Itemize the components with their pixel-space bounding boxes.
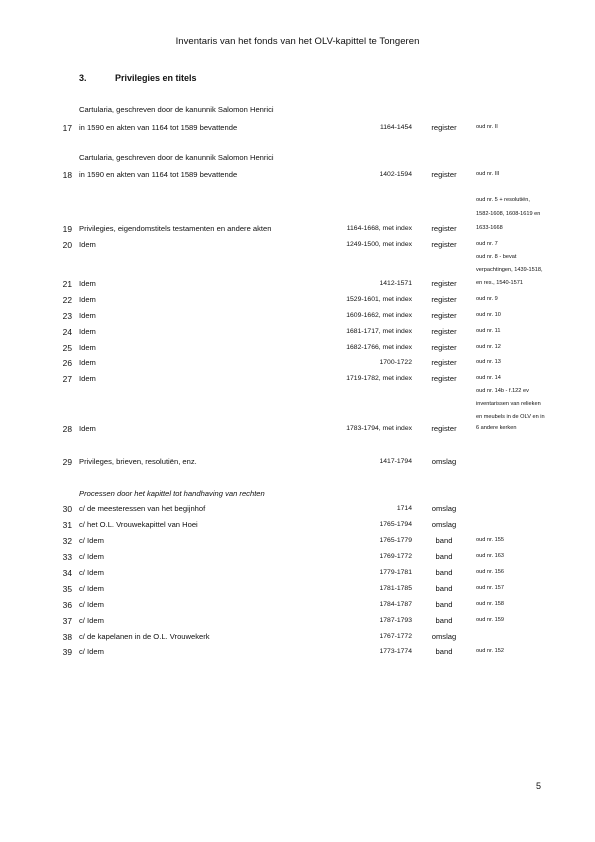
description: Processen door het kapittel tot handhaving van rechten: [79, 489, 265, 498]
table-row: [0, 278, 595, 290]
table-row: [0, 209, 595, 221]
description: Idem: [79, 240, 96, 249]
period: 1164-1454: [380, 124, 412, 131]
inventory-number: 19: [62, 224, 72, 234]
inventory-number: 33: [62, 552, 72, 562]
note: oud nr. 9: [476, 296, 498, 302]
note: oud nr. II: [476, 124, 498, 130]
inventory-number: 18: [62, 170, 72, 180]
format: register: [431, 240, 457, 249]
format: omslag: [431, 504, 457, 513]
table-row: [0, 169, 595, 181]
note: oud nr. 7: [476, 241, 498, 247]
note: inventarissen van relieken: [476, 401, 541, 407]
description: c/ het O.L. Vrouwekapittel van Hoei: [79, 520, 198, 529]
description: in 1590 en akten van 1164 tot 1589 bevattende: [79, 170, 238, 179]
section-title: Privilegies en titels: [115, 73, 197, 83]
description: Idem: [79, 374, 96, 383]
inventory-number: 21: [62, 279, 72, 289]
note: oud nr. 152: [476, 648, 504, 654]
table-row: [0, 252, 595, 264]
period: 1765-1794: [379, 521, 412, 528]
note: 1633-1668: [476, 225, 503, 231]
inventory-number: 38: [62, 632, 72, 642]
table-row: [0, 195, 595, 207]
table-row: [0, 519, 595, 531]
note: oud nr. 156: [476, 569, 504, 575]
format: omslag: [431, 457, 457, 466]
section-number: 3.: [79, 73, 87, 83]
table-row: [0, 310, 595, 322]
inventory-number: 37: [62, 616, 72, 626]
format: band: [435, 552, 453, 561]
description: Idem: [79, 343, 96, 352]
inventory-number: 34: [62, 568, 72, 578]
format: register: [431, 311, 457, 320]
format: band: [435, 647, 453, 656]
table-row: [0, 399, 595, 411]
table-row: [0, 223, 595, 235]
description: Privileges, brieven, resolutiën, enz.: [79, 457, 197, 466]
note: oud nr. III: [476, 171, 500, 177]
period: 1765-1779: [379, 537, 412, 544]
inventory-number: 39: [62, 647, 72, 657]
description: Idem: [79, 295, 96, 304]
format: band: [435, 584, 453, 593]
period: 1402-1594: [379, 171, 412, 178]
description: c/ Idem: [79, 568, 104, 577]
period: 1682-1766, met index: [346, 344, 412, 351]
format: register: [431, 170, 457, 179]
format: omslag: [431, 632, 457, 641]
format: register: [431, 279, 457, 288]
period: 1781-1785: [379, 585, 412, 592]
note: oud nr. 12: [476, 344, 501, 350]
table-row: [0, 583, 595, 595]
page-header: Inventaris van het fonds van het OLV-kapittel te Tongeren: [175, 36, 420, 47]
inventory-number: 20: [62, 240, 72, 250]
description: c/ Idem: [79, 616, 104, 625]
inventory-number: 31: [62, 520, 72, 530]
period: 1719-1782, met index: [346, 375, 412, 382]
format: register: [431, 295, 457, 304]
table-row: [0, 646, 595, 658]
inventory-number: 17: [62, 123, 72, 133]
table-row: [0, 456, 595, 468]
inventory-number: 24: [62, 327, 72, 337]
period: 1767-1772: [379, 633, 412, 640]
period: 1700-1722: [379, 359, 412, 366]
description: c/ Idem: [79, 647, 104, 656]
note: oud nr. 5 + resolutiën,: [476, 197, 530, 203]
table-row: [0, 567, 595, 579]
table-row: [0, 294, 595, 306]
format: band: [435, 616, 453, 625]
period: 1609-1662, met index: [346, 312, 412, 319]
format: band: [435, 536, 453, 545]
note: verpachtingen, 1439-1518,: [476, 267, 543, 273]
description: Cartularia, geschreven door de kanunnik Salomon Henrici: [79, 105, 274, 114]
inventory-number: 23: [62, 311, 72, 321]
table-row: [0, 631, 595, 643]
format: register: [431, 374, 457, 383]
description: Cartularia, geschreven door de kanunnik Salomon Henrici: [79, 153, 274, 162]
table-row: [0, 122, 595, 134]
inventory-number: 28: [62, 424, 72, 434]
description: c/ Idem: [79, 584, 104, 593]
description: Idem: [79, 327, 96, 336]
note: oud nr. 13: [476, 359, 501, 365]
inventory-number: 29: [62, 457, 72, 467]
table-row: [0, 423, 595, 435]
note: oud nr. 10: [476, 312, 501, 318]
table-row: [0, 386, 595, 398]
note: en res., 1540-1571: [476, 280, 523, 286]
note: oud nr. 155: [476, 537, 504, 543]
description: c/ Idem: [79, 552, 104, 561]
period: 1412-1571: [379, 280, 412, 287]
inventory-number: 35: [62, 584, 72, 594]
period: 1779-1781: [379, 569, 412, 576]
note: oud nr. 158: [476, 601, 504, 607]
period: 1164-1668, met index: [346, 225, 412, 232]
format: register: [431, 327, 457, 336]
description: Idem: [79, 424, 96, 433]
table-row: [0, 239, 595, 251]
note: oud nr. 163: [476, 553, 504, 559]
period: 1787-1793: [379, 617, 412, 624]
description: c/ Idem: [79, 536, 104, 545]
format: band: [435, 600, 453, 609]
note: 1582-1608, 1608-1619 en: [476, 211, 541, 217]
table-row: [0, 265, 595, 277]
description: Idem: [79, 279, 96, 288]
format: register: [431, 424, 457, 433]
table-row: [0, 615, 595, 627]
table-row: [0, 551, 595, 563]
period: 1417-1794: [379, 458, 412, 465]
inventory-number: 36: [62, 600, 72, 610]
period: 1681-1717, met index: [346, 328, 412, 335]
table-row: [0, 342, 595, 354]
format: register: [431, 123, 457, 132]
note: oud nr. 11: [476, 328, 501, 334]
inventory-number: 26: [62, 358, 72, 368]
period: 1714: [396, 505, 412, 512]
table-row: [0, 152, 595, 164]
inventory-number: 27: [62, 374, 72, 384]
inventory-number: 30: [62, 504, 72, 514]
period: 1783-1794, met index: [346, 425, 412, 432]
table-row: [0, 104, 595, 116]
format: omslag: [431, 520, 457, 529]
description: in 1590 en akten van 1164 tot 1589 bevattende: [79, 123, 238, 132]
table-row: [0, 599, 595, 611]
description: c/ de meesteressen van het begijnhof: [79, 504, 206, 513]
description: Privilegies, eigendomstitels testamenten en andere akten: [79, 224, 272, 233]
page-number: 5: [536, 781, 542, 791]
format: register: [431, 224, 457, 233]
description: Idem: [79, 311, 96, 320]
table-row: [0, 488, 595, 500]
note: oud nr. 157: [476, 585, 504, 591]
format: band: [435, 568, 453, 577]
note: oud nr. 8 - bevat: [476, 254, 517, 260]
note: oud nr. 14: [476, 375, 501, 381]
period: 1249-1500, met index: [346, 241, 412, 248]
period: 1784-1787: [379, 601, 412, 608]
description: Idem: [79, 358, 96, 367]
period: 1773-1774: [379, 648, 412, 655]
note: en meubels in de OLV en in: [476, 414, 545, 420]
table-row: [0, 503, 595, 515]
note: oud nr. 159: [476, 617, 504, 623]
inventory-number: 25: [62, 343, 72, 353]
table-row: [0, 326, 595, 338]
inventory-number: 22: [62, 295, 72, 305]
inventory-number: 32: [62, 536, 72, 546]
period: 1769-1772: [379, 553, 412, 560]
format: register: [431, 358, 457, 367]
note: oud nr. 14b - f.122 ev: [476, 388, 529, 394]
period: 1529-1601, met index: [346, 296, 412, 303]
description: c/ de kapelanen in de O.L. Vrouwekerk: [79, 632, 210, 641]
description: c/ Idem: [79, 600, 104, 609]
table-row: [0, 373, 595, 385]
format: register: [431, 343, 457, 352]
table-row: [0, 357, 595, 369]
note: 6 andere kerken: [476, 425, 517, 431]
table-row: [0, 535, 595, 547]
